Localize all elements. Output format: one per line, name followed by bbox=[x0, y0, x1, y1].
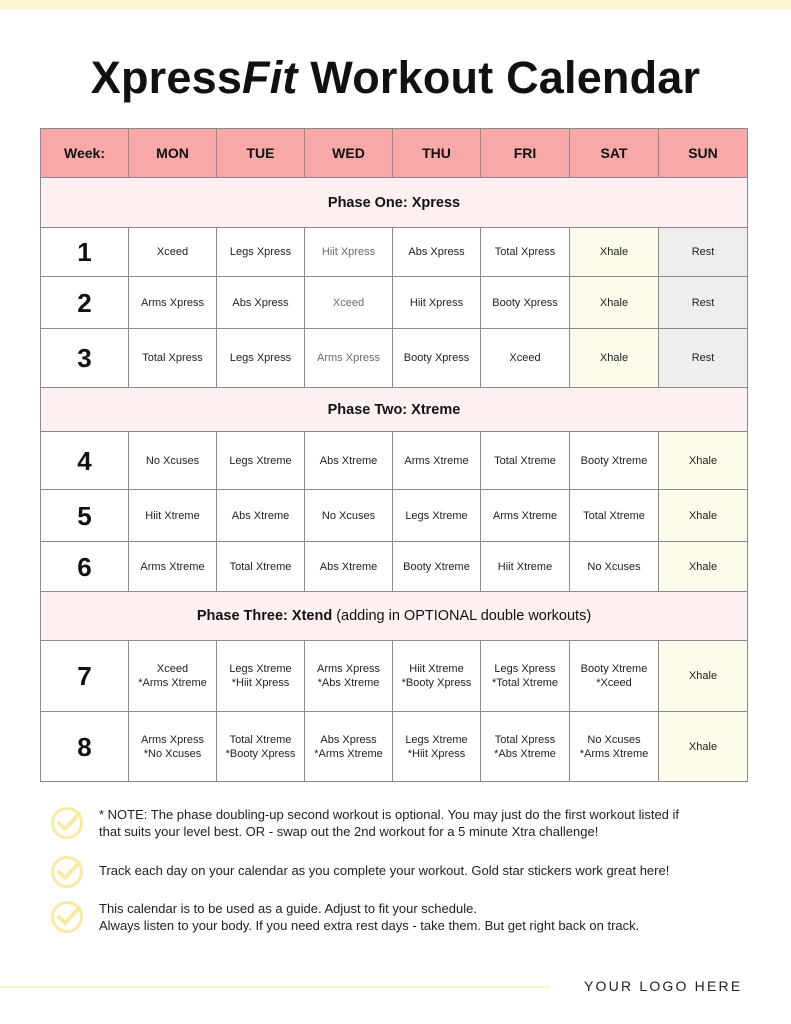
day-cell: Xhale bbox=[570, 277, 659, 329]
day-cell: Abs Xtreme bbox=[305, 542, 393, 592]
header-sat: SAT bbox=[570, 129, 659, 178]
week-row-8 bbox=[41, 712, 748, 782]
week-row-4 bbox=[41, 432, 748, 490]
week-row-2 bbox=[41, 277, 748, 329]
day-cell: Xhale bbox=[570, 329, 659, 388]
title-xpress: Xpress bbox=[90, 52, 243, 103]
title-fit: Fit bbox=[242, 52, 298, 103]
day-cell: Arms Xpress bbox=[305, 329, 393, 388]
title-workout-calendar: Workout Calendar bbox=[297, 52, 701, 103]
day-cell: Arms Xtreme bbox=[393, 432, 481, 490]
day-cell: Xhale bbox=[659, 641, 748, 712]
day-cell: Xceed bbox=[481, 329, 570, 388]
day-cell: Total Xpress bbox=[481, 228, 570, 277]
week-number: 1 bbox=[41, 228, 129, 277]
day-cell: Booty Xpress bbox=[481, 277, 570, 329]
day-cell: Abs Xpress bbox=[217, 277, 305, 329]
day-cell: Rest bbox=[659, 329, 748, 388]
day-cell: Rest bbox=[659, 228, 748, 277]
phase-row-two bbox=[41, 388, 748, 432]
week-number: 4 bbox=[41, 432, 129, 490]
top-accent-band bbox=[0, 0, 791, 10]
day-cell: Xhale bbox=[570, 228, 659, 277]
week-number: 3 bbox=[41, 329, 129, 388]
week-row-5 bbox=[41, 490, 748, 542]
phase-row-three bbox=[41, 592, 748, 641]
day-cell: Arms Xtreme bbox=[129, 542, 217, 592]
header-wed: WED bbox=[305, 129, 393, 178]
day-cell: Booty Xtreme bbox=[393, 542, 481, 592]
day-cell: Legs Xtreme bbox=[217, 432, 305, 490]
header-sun: SUN bbox=[659, 129, 748, 178]
week-number: 6 bbox=[41, 542, 129, 592]
week-number: 7 bbox=[41, 641, 129, 712]
note-text: * NOTE: The phase doubling-up second workout is optional. You may just do the first workout listed if that suits your level best. OR - swap out the 2nd workout for a 5 minute Xtra challenge! bbox=[99, 807, 680, 839]
day-cell: Rest bbox=[659, 277, 748, 329]
day-cell: Total Xtreme *Booty Xpress bbox=[217, 712, 305, 782]
day-cell: Total Xtreme bbox=[217, 542, 305, 592]
logo-placeholder: YOUR LOGO HERE bbox=[584, 978, 743, 994]
day-cell: Total Xtreme bbox=[570, 490, 659, 542]
day-cell: Legs Xtreme *Hiit Xpress bbox=[217, 641, 305, 712]
phase-three-label: Phase Three: Xtend (adding in OPTIONAL double workouts) bbox=[41, 592, 748, 641]
header-week: Week: bbox=[41, 129, 129, 178]
phase-one-label: Phase One: Xpress bbox=[41, 178, 748, 228]
day-cell: Abs Xpress *Arms Xtreme bbox=[305, 712, 393, 782]
day-cell: Legs Xtreme bbox=[393, 490, 481, 542]
day-cell: Xceed bbox=[305, 277, 393, 329]
day-cell: Xceed bbox=[129, 228, 217, 277]
week-row-7 bbox=[41, 641, 748, 712]
week-number: 5 bbox=[41, 490, 129, 542]
check-circle-icon bbox=[50, 855, 84, 889]
day-cell: Arms Xtreme bbox=[481, 490, 570, 542]
day-cell: No Xcuses *Arms Xtreme bbox=[570, 712, 659, 782]
day-cell: Booty Xpress bbox=[393, 329, 481, 388]
day-cell: Abs Xtreme bbox=[305, 432, 393, 490]
day-cell: Arms Xpress *Abs Xtreme bbox=[305, 641, 393, 712]
day-cell: Legs Xpress bbox=[217, 329, 305, 388]
week-row-3 bbox=[41, 329, 748, 388]
day-cell: Xhale bbox=[659, 432, 748, 490]
header-tue: TUE bbox=[217, 129, 305, 178]
week-number: 2 bbox=[41, 277, 129, 329]
page-title bbox=[0, 50, 791, 106]
day-cell: No Xcuses bbox=[305, 490, 393, 542]
day-cell: Booty Xtreme *Xceed bbox=[570, 641, 659, 712]
day-cell: Xhale bbox=[659, 542, 748, 592]
day-cell: Hiit Xpress bbox=[393, 277, 481, 329]
day-cell: No Xcuses bbox=[570, 542, 659, 592]
phase-two-label: Phase Two: Xtreme bbox=[41, 388, 748, 432]
day-cell: Legs Xpress *Total Xtreme bbox=[481, 641, 570, 712]
week-row-6 bbox=[41, 542, 748, 592]
header-mon: MON bbox=[129, 129, 217, 178]
day-cell: Abs Xpress bbox=[393, 228, 481, 277]
day-cell: Hiit Xtreme bbox=[481, 542, 570, 592]
note-text: This calendar is to be used as a guide. Adjust to fit your schedule. Always listen to your body. If you need extra rest days - take them. But get right back on track. bbox=[99, 901, 640, 933]
check-circle-icon bbox=[50, 806, 84, 840]
day-cell: Total Xpress *Abs Xtreme bbox=[481, 712, 570, 782]
week-row-1 bbox=[41, 228, 748, 277]
day-cell: Legs Xtreme *Hiit Xpress bbox=[393, 712, 481, 782]
workout-calendar-table bbox=[40, 128, 748, 782]
check-circle-icon bbox=[50, 900, 84, 934]
note-text: Track each day on your calendar as you complete your workout. Gold star stickers work great here! bbox=[99, 863, 670, 878]
header-fri: FRI bbox=[481, 129, 570, 178]
day-cell: Xhale bbox=[659, 712, 748, 782]
day-cell: Booty Xtreme bbox=[570, 432, 659, 490]
week-number: 8 bbox=[41, 712, 129, 782]
day-cell: Total Xpress bbox=[129, 329, 217, 388]
day-cell: Xhale bbox=[659, 490, 748, 542]
day-cell: Xceed *Arms Xtreme bbox=[129, 641, 217, 712]
day-cell: Hiit Xpress bbox=[305, 228, 393, 277]
footer-divider bbox=[0, 986, 550, 988]
header-row bbox=[41, 129, 748, 178]
day-cell: Legs Xpress bbox=[217, 228, 305, 277]
phase-row-one bbox=[41, 178, 748, 228]
day-cell: Hiit Xtreme *Booty Xpress bbox=[393, 641, 481, 712]
header-thu: THU bbox=[393, 129, 481, 178]
day-cell: Abs Xtreme bbox=[217, 490, 305, 542]
day-cell: Hiit Xtreme bbox=[129, 490, 217, 542]
day-cell: Arms Xpress bbox=[129, 277, 217, 329]
day-cell: No Xcuses bbox=[129, 432, 217, 490]
day-cell: Arms Xpress *No Xcuses bbox=[129, 712, 217, 782]
day-cell: Total Xtreme bbox=[481, 432, 570, 490]
